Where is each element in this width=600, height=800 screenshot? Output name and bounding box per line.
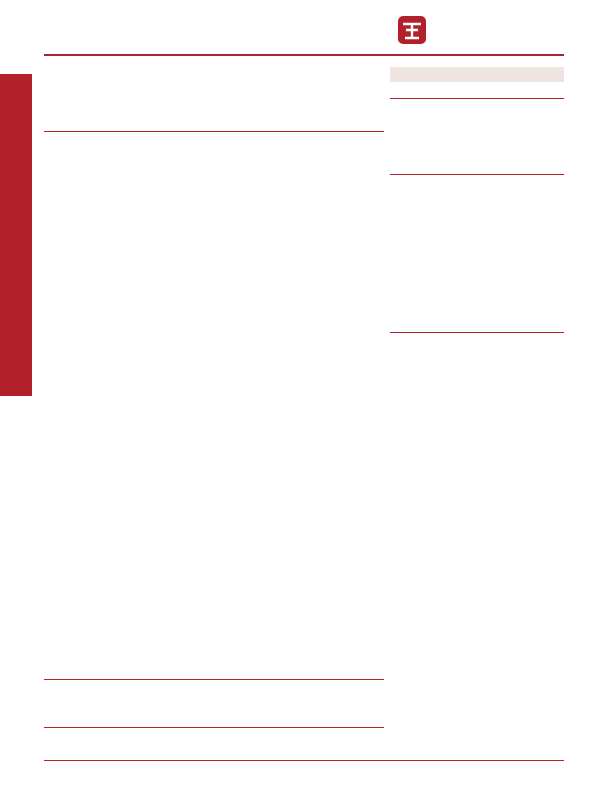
category-sidebar	[0, 74, 32, 396]
company-logo-icon	[397, 15, 427, 45]
footer-rule	[44, 760, 564, 761]
section-core-rule	[44, 131, 384, 132]
section-authors-rule	[390, 98, 564, 99]
rating-box	[390, 67, 564, 82]
section-invest-rule	[44, 679, 384, 680]
header-rule	[44, 54, 564, 56]
section-related-rule	[390, 332, 564, 333]
section-risk-rule	[44, 727, 384, 728]
section-trend-rule	[390, 174, 564, 175]
company-logo	[397, 15, 567, 45]
stock-trend-chart	[390, 178, 565, 303]
